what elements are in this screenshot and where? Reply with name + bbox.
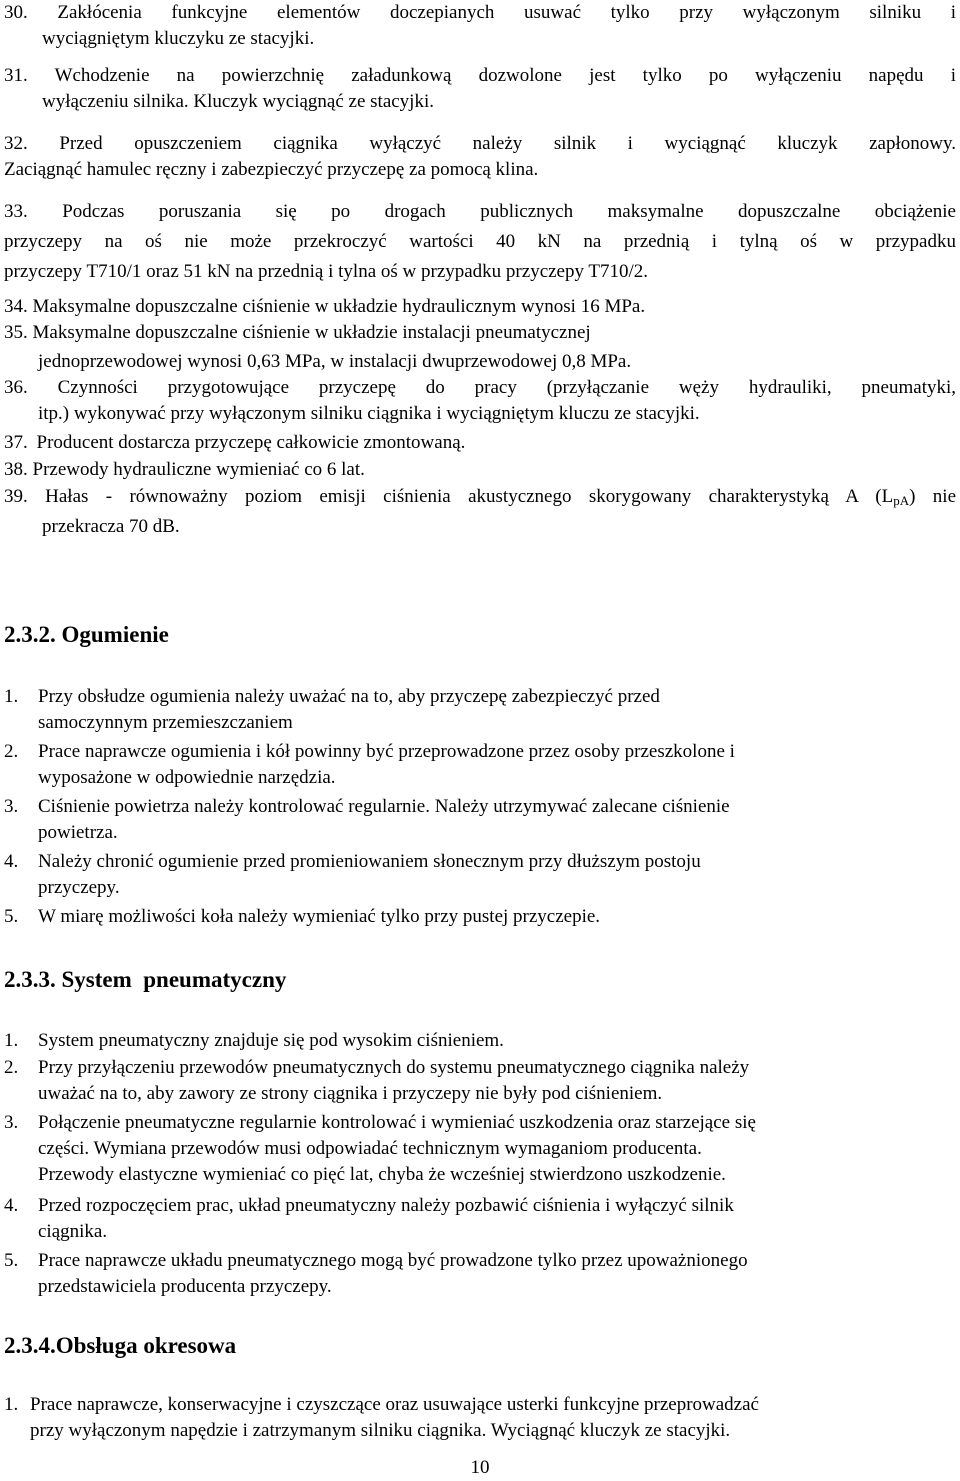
list-text-cont: uważać na to, aby zawory ze strony ciągnika i przyczepy nie były pod ciśnieniem. [38,1083,663,1104]
item-number: 36. [4,377,28,398]
item-text-cont: wyłączeniu silnika. Kluczyk wyciągnąć ze stacyjki. [42,91,434,112]
list-number: 2. [4,1057,19,1078]
list-text: Prace naprawcze układu pneumatycznego mogą być prowadzone tylko przez upoważnionego [38,1250,748,1271]
list-text: Ciśnienie powietrza należy kontrolować regularnie. Należy utrzymywać zalecane ciśnienie [38,796,730,817]
list-text-cont: przyczepy. [38,877,120,898]
list-text: Przy przyłączeniu przewodów pneumatycznych do systemu pneumatycznego ciągnika należy [38,1057,750,1078]
list-item [4,904,956,930]
list-number: 1. [4,1394,19,1415]
section-number: 2.3.4. [4,1333,56,1358]
section-heading-ogumienie [4,620,169,650]
list-item [4,1110,956,1188]
item-38 [4,457,956,483]
item-34 [4,294,956,320]
item-39 [4,484,956,540]
item-text-cont: przyczepy na oś nie może przekroczyć wartości 40 kN na przednią i tylną oś w przypadku [4,231,956,252]
section-title: System pneumatyczny [61,967,287,992]
list-item [4,739,956,791]
item-text: Przed opuszczeniem ciągnika wyłączyć należy silnik i wyciągnąć kluczyk zapłonowy. [59,133,956,154]
section-title: Ogumienie [61,622,169,647]
item-37 [4,430,956,456]
list-item [4,1028,956,1054]
item-text-end: ) nie [909,486,957,507]
list-item [4,684,956,736]
section-heading-obsluga [4,1331,236,1361]
list-text-cont: Przewody elastyczne wymieniać co pięć lat, chyba że wcześniej stwierdzono uszkodzenie. [38,1164,726,1185]
section-title: Obsługa okresowa [55,1333,237,1358]
page-number: 10 [470,1457,490,1478]
list-item [4,794,956,846]
list-number: 3. [4,1112,19,1133]
list-item [4,849,956,901]
item-32 [4,131,956,183]
list-number: 3. [4,796,19,817]
item-text-cont: przekracza 70 dB. [42,516,180,537]
list-text: Przy obsłudze ogumienia należy uważać na to, aby przyczepę zabezpieczyć przed [38,686,660,707]
list-number: 4. [4,851,19,872]
list-number: 1. [4,686,19,707]
item-30 [4,0,956,52]
item-text: Podczas poruszania się po drogach publicznych maksymalne dopuszczalne obciążenie [62,201,956,222]
item-36 [4,375,956,427]
item-text: Zakłócenia funkcyjne elementów doczepianych usuwać tylko przy wyłączonym silniku i [57,2,956,23]
list-number: 4. [4,1195,19,1216]
item-number: 31. [4,65,28,86]
section-heading-pneumatyczny [4,965,286,995]
item-number: 30. [4,2,28,23]
list-number: 1. [4,1030,19,1051]
list-text: Połączenie pneumatyczne regularnie kontrolować i wymieniać uszkodzenia oraz starzejące się [38,1112,756,1133]
item-number: 35. [4,322,28,343]
list-text-cont: ciągnika. [38,1221,108,1242]
list-text: System pneumatyczny znajduje się pod wysokim ciśnieniem. [38,1030,504,1051]
subscript: pA [893,493,910,508]
item-number: 39. [4,486,28,507]
list-text: Należy chronić ogumienie przed promieniowaniem słonecznym przy dłuższym postoju [38,851,701,872]
item-text: Maksymalne dopuszczalne ciśnienie w układzie instalacji pneumatycznej [32,322,591,343]
list-item [4,1055,956,1107]
item-number: 32. [4,133,28,154]
list-text-cont: powietrza. [38,822,118,843]
item-31 [4,63,956,115]
list-number: 2. [4,741,19,762]
item-text: Przewody hydrauliczne wymieniać co 6 lat. [32,459,365,480]
list-text: W miarę możliwości koła należy wymieniać tylko przy pustej przyczepie. [38,906,601,927]
list-number: 5. [4,906,19,927]
list-text-cont: przy wyłączonym napędzie i zatrzymanym silniku ciągnika. Wyciągnąć kluczyk ze stacyjki. [30,1420,731,1441]
list-text-cont: samoczynnym przemieszczaniem [38,712,293,733]
list-text: Przed rozpoczęciem prac, układ pneumatyczny należy pozbawić ciśnienia i wyłączyć silnik [38,1195,734,1216]
list-item [4,1193,956,1245]
list-text: Prace naprawcze ogumienia i kół powinny być przeprowadzone przez osoby przeszkolone i [38,741,735,762]
item-text-cont: Zaciągnąć hamulec ręczny i zabezpieczyć przyczepę za pomocą klina. [4,159,539,180]
item-33 [4,199,956,285]
list-text-cont: przedstawiciela producenta przyczepy. [38,1276,332,1297]
list-item [4,1392,956,1444]
item-text: Producent dostarcza przyczepę całkowicie zmontowaną. [36,432,466,453]
item-text: Maksymalne dopuszczalne ciśnienie w układzie hydraulicznym wynosi 16 MPa. [32,296,646,317]
item-number: 34. [4,296,28,317]
item-text: Czynności przygotowujące przyczepę do pracy (przyłączanie węży hydrauliki, pneumatyki, [57,377,957,398]
item-number: 38. [4,459,28,480]
item-35 [4,320,956,375]
list-text-cont: wyposażone w odpowiednie narzędzia. [38,767,336,788]
item-text-cont: itp.) wykonywać przy wyłączonym silniku ciągnika i wyciągniętym kluczu ze stacyjki. [38,403,700,424]
section-number: 2.3.2. [4,622,56,647]
item-number: 37. [4,432,28,453]
item-text: Hałas - równoważny poziom emisji ciśnienia akustycznego skorygowany charakterystyką A (L [45,486,894,507]
item-text-cont: jednoprzewodowej wynosi 0,63 MPa, w instalacji dwuprzewodowej 0,8 MPa. [38,351,632,372]
item-number: 33. [4,201,28,222]
section-number: 2.3.3. [4,967,56,992]
item-text-cont: przyczepy T710/1 oraz 51 kN na przednią i tylna oś w przypadku przyczepy T710/2. [4,261,649,282]
list-number: 5. [4,1250,19,1271]
list-text: Prace naprawcze, konserwacyjne i czyszczące oraz usuwające usterki funkcyjne przeprowadzać [30,1394,759,1415]
list-item [4,1248,956,1300]
item-text: Wchodzenie na powierzchnię załadunkową dozwolone jest tylko po wyłączeniu napędu i [54,65,956,86]
item-text-cont: wyciągniętym kluczyku ze stacyjki. [42,28,315,49]
list-text-cont: części. Wymiana przewodów musi odpowiadać technicznym wymaganiom producenta. [38,1138,702,1159]
